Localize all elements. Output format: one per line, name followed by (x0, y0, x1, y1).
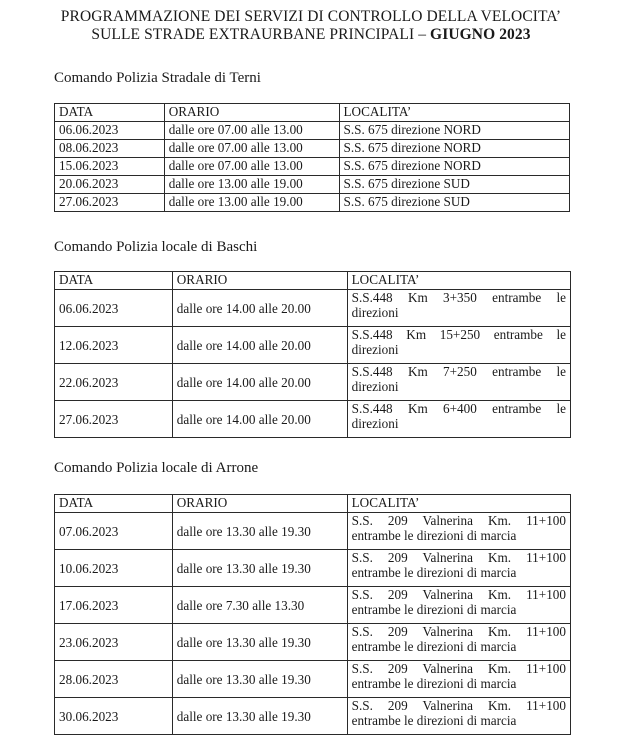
cell-date: 22.06.2023 (55, 364, 173, 401)
table-row (55, 158, 570, 176)
cell-time: dalle ore 13.30 alle 19.30 (172, 624, 347, 661)
header-data: DATA (55, 104, 165, 122)
location-line-1: S.S.448 Km 7+250 entrambe le (351, 364, 566, 379)
cell-date: 10.06.2023 (55, 550, 173, 587)
header-orario: ORARIO (164, 104, 339, 122)
table-row (55, 661, 571, 698)
cell-time: dalle ore 13.30 alle 19.30 (172, 698, 347, 735)
cell-time: dalle ore 13.00 alle 19.00 (164, 194, 339, 212)
table-row (55, 290, 571, 327)
schedule-table-terni (54, 103, 570, 212)
table-row (55, 194, 570, 212)
cell-time: dalle ore 14.00 alle 20.00 (172, 364, 347, 401)
schedule-table-baschi (54, 271, 571, 438)
location-line-2: entrambe le direzioni di marcia (351, 639, 517, 654)
cell-time: dalle ore 7.30 alle 13.30 (172, 587, 347, 624)
cell-location (347, 698, 570, 735)
cell-date: 15.06.2023 (55, 158, 165, 176)
header-localita: LOCALITA’ (347, 272, 570, 290)
location-line-2: direzioni (351, 342, 399, 357)
cell-time: dalle ore 13.30 alle 19.30 (172, 661, 347, 698)
header-orario: ORARIO (172, 495, 347, 513)
location-line-1: S.S.448 Km 15+250 entrambe le (351, 327, 566, 342)
location-line-2: entrambe le direzioni di marcia (351, 676, 517, 691)
cell-time: dalle ore 14.00 alle 20.00 (172, 401, 347, 438)
table-header-row (55, 272, 571, 290)
cell-date: 20.06.2023 (55, 176, 165, 194)
title-month: GIUGNO 2023 (430, 26, 531, 43)
location-line-2: direzioni (351, 305, 399, 320)
cell-date: 07.06.2023 (55, 513, 173, 550)
location-line-1: S.S.448 Km 3+350 entrambe le (351, 290, 566, 305)
table-row (55, 550, 571, 587)
cell-location: S.S. 675 direzione NORD (339, 158, 570, 176)
cell-date: 27.06.2023 (55, 401, 173, 438)
table-row (55, 176, 570, 194)
section-heading-terni: Comando Polizia Stradale di Terni (54, 70, 261, 86)
table-row (55, 587, 571, 624)
location-line-1: S.S. 209 Valnerina Km. 11+100 (351, 624, 566, 639)
document-title-line-1: PROGRAMMAZIONE DEI SERVIZI DI CONTROLLO DELLA VELOCITA’ (60, 8, 562, 25)
table-row (55, 698, 571, 735)
cell-location (347, 327, 570, 364)
cell-location (347, 587, 570, 624)
table-row (55, 140, 570, 158)
location-line-2: entrambe le direzioni di marcia (351, 602, 517, 617)
table-row (55, 327, 571, 364)
location-line-2: entrambe le direzioni di marcia (351, 528, 517, 543)
cell-date: 23.06.2023 (55, 624, 173, 661)
header-localita: LOCALITA’ (347, 495, 570, 513)
table-row (55, 401, 571, 438)
document-title-line-2 (0, 25, 622, 45)
cell-time: dalle ore 13.00 alle 19.00 (164, 176, 339, 194)
cell-location: S.S. 675 direzione SUD (339, 194, 570, 212)
schedule-table-arrone (54, 494, 571, 735)
table-header-row (55, 104, 570, 122)
cell-time: dalle ore 13.30 alle 19.30 (172, 513, 347, 550)
header-orario: ORARIO (172, 272, 347, 290)
location-line-1: S.S. 209 Valnerina Km. 11+100 (351, 513, 566, 528)
cell-location (347, 513, 570, 550)
title-line-2-text: SULLE STRADE EXTRAURBANE PRINCIPALI – (91, 26, 431, 43)
section-heading-baschi: Comando Polizia locale di Baschi (54, 239, 258, 255)
location-line-2: entrambe le direzioni di marcia (351, 713, 517, 728)
location-line-2: entrambe le direzioni di marcia (351, 565, 517, 580)
header-localita: LOCALITA’ (339, 104, 570, 122)
cell-date: 27.06.2023 (55, 194, 165, 212)
cell-location (347, 364, 570, 401)
header-data: DATA (55, 272, 173, 290)
cell-time: dalle ore 14.00 alle 20.00 (172, 290, 347, 327)
cell-location (347, 661, 570, 698)
cell-time: dalle ore 07.00 alle 13.00 (164, 158, 339, 176)
cell-date: 12.06.2023 (55, 327, 173, 364)
location-line-1: S.S.448 Km 6+400 entrambe le (351, 401, 566, 416)
location-line-2: direzioni (351, 379, 399, 394)
cell-date: 17.06.2023 (55, 587, 173, 624)
table-header-row (55, 495, 571, 513)
cell-time: dalle ore 07.00 alle 13.00 (164, 122, 339, 140)
cell-location: S.S. 675 direzione NORD (339, 122, 570, 140)
section-heading-arrone: Comando Polizia locale di Arrone (54, 460, 259, 476)
cell-time: dalle ore 14.00 alle 20.00 (172, 327, 347, 364)
cell-location (347, 550, 570, 587)
table-row (55, 513, 571, 550)
header-data: DATA (55, 495, 173, 513)
cell-date: 06.06.2023 (55, 122, 165, 140)
cell-location (347, 290, 570, 327)
cell-time: dalle ore 07.00 alle 13.00 (164, 140, 339, 158)
location-line-1: S.S. 209 Valnerina Km. 11+100 (351, 661, 566, 676)
location-line-2: direzioni (351, 416, 399, 431)
cell-location (347, 401, 570, 438)
location-line-1: S.S. 209 Valnerina Km. 11+100 (351, 550, 566, 565)
location-line-1: S.S. 209 Valnerina Km. 11+100 (351, 587, 566, 602)
table-row (55, 624, 571, 661)
cell-time: dalle ore 13.30 alle 19.30 (172, 550, 347, 587)
cell-location: S.S. 675 direzione NORD (339, 140, 570, 158)
cell-date: 28.06.2023 (55, 661, 173, 698)
location-line-1: S.S. 209 Valnerina Km. 11+100 (351, 698, 566, 713)
table-row (55, 122, 570, 140)
table-row (55, 364, 571, 401)
cell-date: 06.06.2023 (55, 290, 173, 327)
cell-date: 08.06.2023 (55, 140, 165, 158)
cell-location (347, 624, 570, 661)
cell-location: S.S. 675 direzione SUD (339, 176, 570, 194)
cell-date: 30.06.2023 (55, 698, 173, 735)
